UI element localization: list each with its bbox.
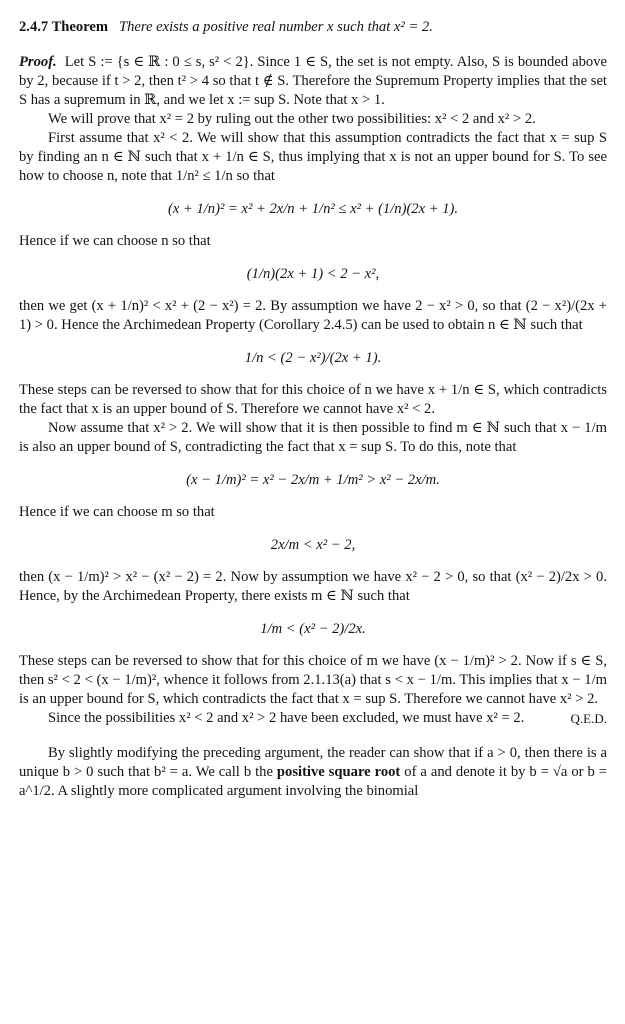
theorem-number: 2.4.7 Theorem xyxy=(19,19,109,35)
closing-text-before: By slightly modifying the preceding argument, the reader can show that if a > 0, then there is a unique b > 0 such that b² = a. We call b the xyxy=(19,745,607,780)
equation-2: (1/n)(2x + 1) < 2 − x², xyxy=(246,266,380,282)
proof-text-1: Let S := {s ∈ ℝ : 0 ≤ s, s² < 2}. Since 1 ∈ S, the set is not empty. Also, S is bounded above by 2, because if t > 2, then t² > 4 so that t ∉ S. Therefore the Supremum Property implies that the set S has a supremum in ℝ, and we let x := sup S. Note that x > 1. xyxy=(19,54,607,108)
equation-1: (x + 1/n)² = x² + 2x/n + 1/n² ≤ x² + (1/n)(2x + 1). xyxy=(167,201,459,217)
proof-paragraph-4: Hence if we can choose n so that xyxy=(19,233,211,249)
section-gap xyxy=(19,728,607,744)
proof-paragraph-3: First assume that x² < 2. We will show that this assumption contradicts the fact that x = sup S by finding an n ∈ ℕ such that x + 1/n ∈ S, thus implying that x is not an upper bound for S. To see how to choose n, note that 1/n² ≤ 1/n so that xyxy=(19,130,607,184)
equation-4: (x − 1/m)² = x² − 2x/m + 1/m² > x² − 2x/m. xyxy=(186,472,440,488)
closing-text-after: of a and denote it by b = √a or b = a^1/2. A slightly more complicated argument involving the binomial xyxy=(19,764,608,799)
proof-paragraph-6: These steps can be reversed to show that for this choice of n we have x + 1/n ∈ S, which contradicts the fact that x is an upper bound of S. Therefore we cannot have x² < 2. xyxy=(19,382,607,417)
textbook-page xyxy=(19,18,607,801)
proof-paragraph-2: We will prove that x² = 2 by ruling out the other two possibilities: x² < 2 and x² > 2. xyxy=(48,111,536,127)
defined-term: positive square root xyxy=(276,764,401,780)
equation-6: 1/m < (x² − 2)/2x. xyxy=(260,621,366,637)
equation-5: 2x/m < x² − 2, xyxy=(270,537,356,553)
proof-paragraph-7: Now assume that x² > 2. We will show that it is then possible to find m ∈ ℕ such that x − 1/m is also an upper bound of S, contradicting the fact that x = sup S. To do this, note that xyxy=(19,420,607,455)
proof-paragraph-9: then (x − 1/m)² > x² − (x² − 2) = 2. Now by assumption we have x² − 2 > 0, so that (x² − 2)/2x > 0. Hence, by the Archimedean Property, there exists m ∈ ℕ such that xyxy=(19,569,607,604)
proof-paragraph-11 xyxy=(19,709,607,728)
equation-3: 1/n < (2 − x²)/(2x + 1). xyxy=(244,350,382,366)
proof-label: Proof. xyxy=(19,54,57,70)
proof-paragraph-1 xyxy=(19,53,607,110)
theorem-statement: There exists a positive real number x such that x² = 2. xyxy=(119,19,433,35)
theorem-block xyxy=(19,18,607,37)
qed-mark: Q.E.D. xyxy=(570,711,607,726)
proof-paragraph-5: then we get (x + 1/n)² < x² + (2 − x²) = 2. By assumption we have 2 − x² > 0, so that (2 − x²)/(2x + 1) > 0. Hence the Archimedean Property (Corollary 2.4.5) can be used to obtain n ∈ ℕ such that xyxy=(19,298,607,333)
closing-paragraph xyxy=(19,744,607,801)
proof-paragraph-10: These steps can be reversed to show that for this choice of m we have (x − 1/m)² > 2. Now if s ∈ S, then s² < 2 < (x − 1/m)², whence it follows from 2.1.13(a) that s < x − 1/m. This implies that x − 1/m is an upper bound for S, which contradicts the fact that x = sup S. Therefore we cannot have x² > 2. xyxy=(19,653,607,707)
proof-text-11: Since the possibilities x² < 2 and x² > 2 have been excluded, we must have x² = 2. xyxy=(48,710,525,726)
proof-paragraph-8: Hence if we can choose m so that xyxy=(19,504,215,520)
